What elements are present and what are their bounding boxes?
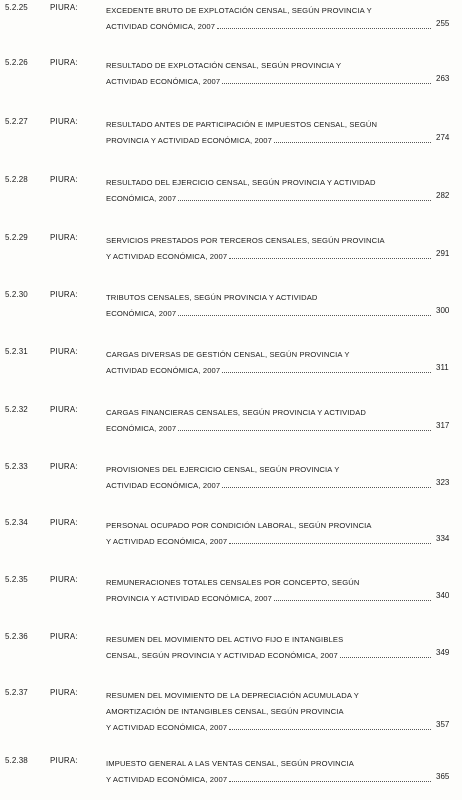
- entry-number: 5.2.30: [5, 290, 28, 299]
- entry-region: PIURA:: [50, 290, 78, 299]
- entry-title-line: CENSAL, SEGÚN PROVINCIA Y ACTIVIDAD ECONÓMICA, 2007: [106, 651, 338, 660]
- entry-region: PIURA:: [50, 756, 78, 765]
- entry-title-line: ECONÓMICA, 2007: [106, 309, 177, 318]
- entry-region: PIURA:: [50, 117, 78, 126]
- entry-number: 5.2.36: [5, 632, 28, 641]
- entry-title-line: RESUMEN DEL MOVIMIENTO DEL ACTIVO FIJO E INTANGIBLES: [106, 635, 344, 644]
- entry-title: [106, 117, 432, 149]
- entry-region: PIURA:: [50, 405, 78, 414]
- entry-page-number: 311: [436, 363, 449, 372]
- entry-title-line: ECONÓMICA, 2007: [106, 194, 177, 203]
- entry-title-line: TRIBUTOS CENSALES, SEGÚN PROVINCIA Y ACTIVIDAD: [106, 293, 318, 302]
- entry-title: [106, 3, 432, 35]
- entry-page-number: 365: [436, 772, 450, 781]
- entry-page-number: 274: [436, 133, 450, 142]
- dot-leader: [217, 28, 431, 29]
- entry-title-line: Y ACTIVIDAD ECONÓMICA, 2007: [106, 252, 228, 261]
- entry-number: 5.2.34: [5, 518, 28, 527]
- entry-region: PIURA:: [50, 575, 78, 584]
- entry-region: PIURA:: [50, 175, 78, 184]
- entry-number: 5.2.31: [5, 347, 28, 356]
- entry-title-line: AMORTIZACIÓN DE INTANGIBLES CENSAL, SEGÚN PROVINCIA: [106, 707, 344, 716]
- entry-title: [106, 347, 432, 379]
- entry-title: [106, 688, 432, 736]
- dot-leader: [229, 729, 431, 730]
- entry-title-line: IMPUESTO GENERAL A LAS VENTAS CENSAL, SEGÚN PROVINCIA: [106, 759, 354, 768]
- dot-leader: [229, 543, 431, 544]
- dot-leader: [274, 142, 431, 143]
- entry-page-number: 349: [436, 648, 450, 657]
- dot-leader: [178, 315, 431, 316]
- entry-title-line: Y ACTIVIDAD ECONÓMICA, 2007: [106, 537, 228, 546]
- dot-leader: [178, 200, 431, 201]
- entry-title-line: PROVISIONES DEL EJERCICIO CENSAL, SEGÚN PROVINCIA Y: [106, 465, 340, 474]
- entry-title-line: SERVICIOS PRESTADOS POR TERCEROS CENSALES, SEGÚN PROVINCIA: [106, 236, 385, 245]
- entry-title: [106, 405, 432, 437]
- entry-title-line: RESULTADO DE EXPLOTACIÓN CENSAL, SEGÚN PROVINCIA Y: [106, 61, 342, 70]
- entry-title-line: ACTIVIDAD ECONÓMICA, 2007: [106, 366, 221, 375]
- entry-title-line: CARGAS DIVERSAS DE GESTIÓN CENSAL, SEGÚN PROVINCIA Y: [106, 350, 350, 359]
- entry-title-line: ACTIVIDAD ECONÓMICA, 2007: [106, 481, 221, 490]
- entry-number: 5.2.29: [5, 233, 28, 242]
- entry-region: PIURA:: [50, 518, 78, 527]
- entry-title: [106, 756, 432, 788]
- entry-region: PIURA:: [50, 462, 78, 471]
- entry-title-line: ACTIVIDAD CONÓMICA, 2007: [106, 22, 216, 31]
- dot-leader: [340, 657, 431, 658]
- entry-page-number: 282: [436, 191, 450, 200]
- entry-title-line: Y ACTIVIDAD ECONÓMICA, 2007: [106, 723, 228, 732]
- entry-page-number: 263: [436, 74, 450, 83]
- entry-title: [106, 632, 432, 664]
- dot-leader: [222, 487, 431, 488]
- entry-number: 5.2.32: [5, 405, 28, 414]
- entry-title-line: ACTIVIDAD ECONÓMICA, 2007: [106, 77, 221, 86]
- entry-title: [106, 575, 432, 607]
- entry-title-line: PERSONAL OCUPADO POR CONDICIÓN LABORAL, SEGÚN PROVINCIA: [106, 521, 372, 530]
- entry-number: 5.2.27: [5, 117, 28, 126]
- entry-page-number: 300: [436, 306, 450, 315]
- dot-leader: [222, 83, 431, 84]
- entry-title-line: ECONÓMICA, 2007: [106, 424, 177, 433]
- entry-page-number: 357: [436, 720, 450, 729]
- entry-number: 5.2.26: [5, 58, 28, 67]
- entry-page-number: 323: [436, 478, 450, 487]
- entry-page-number: 255: [436, 19, 450, 28]
- entry-region: PIURA:: [50, 688, 78, 697]
- entry-page-number: 317: [436, 421, 450, 430]
- entry-region: PIURA:: [50, 632, 78, 641]
- entry-title: [106, 518, 432, 550]
- entry-page-number: 291: [436, 249, 450, 258]
- entry-title-line: REMUNERACIONES TOTALES CENSALES POR CONCEPTO, SEGÚN: [106, 578, 360, 587]
- entry-title-line: RESUMEN DEL MOVIMIENTO DE LA DEPRECIACIÓN ACUMULADA Y: [106, 691, 359, 700]
- dot-leader: [222, 372, 431, 373]
- dot-leader: [229, 781, 431, 782]
- dot-leader: [274, 600, 431, 601]
- entry-region: PIURA:: [50, 233, 78, 242]
- entry-title-line: CARGAS FINANCIERAS CENSALES, SEGÚN PROVINCIA Y ACTIVIDAD: [106, 408, 367, 417]
- entry-number: 5.2.25: [5, 3, 28, 12]
- entry-title: [106, 233, 432, 265]
- entry-title-line: PROVINCIA Y ACTIVIDAD ECONÓMICA, 2007: [106, 136, 273, 145]
- entry-region: PIURA:: [50, 3, 78, 12]
- entry-title-line: RESULTADO DEL EJERCICIO CENSAL, SEGÚN PROVINCIA Y ACTIVIDAD: [106, 178, 376, 187]
- entry-title-line: EXCEDENTE BRUTO DE EXPLOTACIÓN CENSAL, SEGÚN PROVINCIA Y: [106, 6, 372, 15]
- entry-number: 5.2.37: [5, 688, 28, 697]
- entry-page-number: 334: [436, 534, 450, 543]
- dot-leader: [178, 430, 431, 431]
- entry-region: PIURA:: [50, 58, 78, 67]
- entry-title-line: RESULTADO ANTES DE PARTICIPACIÓN E IMPUESTOS CENSAL, SEGÚN: [106, 120, 378, 129]
- entry-title: [106, 175, 432, 207]
- entry-number: 5.2.28: [5, 175, 28, 184]
- entry-title: [106, 462, 432, 494]
- entry-title-line: Y ACTIVIDAD ECONÓMICA, 2007: [106, 775, 228, 784]
- entry-title: [106, 58, 432, 90]
- entry-number: 5.2.38: [5, 756, 28, 765]
- entry-page-number: 340: [436, 591, 450, 600]
- entry-region: PIURA:: [50, 347, 78, 356]
- dot-leader: [229, 258, 431, 259]
- entry-title-line: PROVINCIA Y ACTIVIDAD ECONÓMICA, 2007: [106, 594, 273, 603]
- entry-title: [106, 290, 432, 322]
- entry-number: 5.2.33: [5, 462, 28, 471]
- entry-number: 5.2.35: [5, 575, 28, 584]
